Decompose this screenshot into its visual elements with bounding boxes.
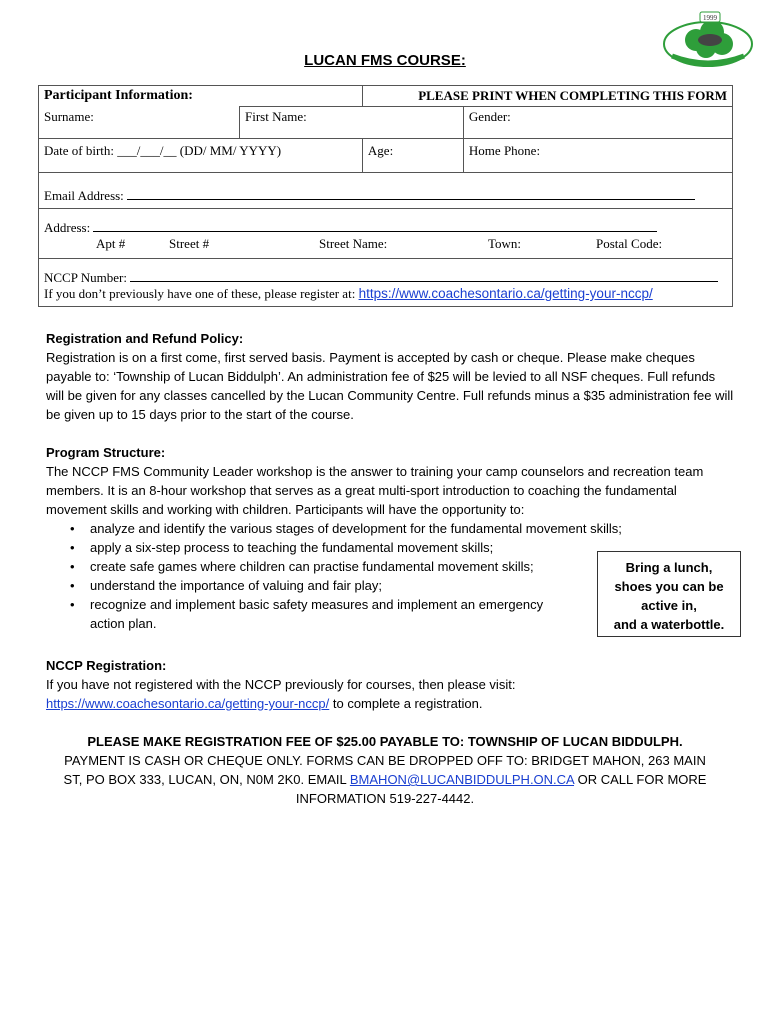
logo-year: 1999 xyxy=(703,14,717,22)
list-item: • create safe games where children can practise fundamental movement skills; xyxy=(90,557,610,576)
nccp-registration-heading: NCCP Registration: xyxy=(46,658,167,673)
postal-code-label: Postal Code: xyxy=(596,236,663,251)
participant-form-table xyxy=(38,85,733,307)
nccp-number-underline xyxy=(130,269,718,282)
page-title: LUCAN FMS COURSE: xyxy=(304,52,466,69)
print-notice: PLEASE PRINT WHEN COMPLETING THIS FORM xyxy=(362,86,732,107)
nccp-registration-suffix: to complete a registration. xyxy=(329,696,483,711)
payment-instructions xyxy=(40,732,730,808)
surname-label: Surname: xyxy=(44,108,94,124)
payment-line-1: PLEASE MAKE REGISTRATION FEE OF $25.00 PAYABLE TO: TOWNSHIP OF LUCAN BIDDULPH. xyxy=(87,734,683,749)
refund-policy-heading: Registration and Refund Policy: xyxy=(46,331,244,346)
payment-line-3: OR CALL FOR MORE INFORMATION 519-227-4442. xyxy=(295,772,707,806)
address-underline xyxy=(93,219,657,232)
program-structure-text: The NCCP FMS Community Leader workshop is the answer to training your camp counselors and recreation team members. It is an 8-hour workshop that serves as a great multi-sport introduction to coaching the fundamental movement skills and working with children. Participants will have the opportunity to: xyxy=(46,464,704,517)
lunch-line-4: and a waterbottle. xyxy=(613,617,725,632)
nccp-registration-link[interactable]: https://www.coachesontario.ca/getting-your-nccp/ xyxy=(46,696,330,711)
list-item: • recognize and implement basic safety measures and implement an emergency action plan. xyxy=(90,595,570,633)
age-label: Age: xyxy=(367,143,394,158)
club-logo-icon xyxy=(658,4,758,72)
nccp-number-label: NCCP Number: xyxy=(44,270,127,285)
gender-field[interactable] xyxy=(463,107,732,139)
apt-label: Apt # xyxy=(96,236,126,251)
register-prefix: If you don’t previously have one of these, please register at: xyxy=(44,286,356,301)
address-field[interactable] xyxy=(39,209,733,259)
address-label: Address: xyxy=(44,220,91,235)
list-item: • apply a six-step process to teaching the fundamental movement skills; xyxy=(90,538,610,557)
street-number-label: Street # xyxy=(169,236,210,251)
nccp-registration-section xyxy=(46,656,736,713)
street-name-label: Street Name: xyxy=(319,236,388,251)
payment-line-2: PAYMENT IS CASH OR CHEQUE ONLY. FORMS CAN BE DROPPED OFF TO: BRIDGET MAHON, 263 MAIN ST, PO BOX 333, LUCAN, ON, N0M 2K0. EMAIL xyxy=(63,753,706,787)
register-link[interactable]: https://www.coachesontario.ca/getting-your-nccp/ xyxy=(358,286,653,301)
home-phone-field[interactable] xyxy=(463,139,732,173)
lunch-line-3: active in, xyxy=(641,598,697,613)
age-field[interactable] xyxy=(362,139,463,173)
lunch-reminder-box xyxy=(597,551,741,637)
home-phone-label: Home Phone: xyxy=(468,143,541,158)
lunch-line-1: Bring a lunch, xyxy=(625,560,713,575)
participant-info-heading: Participant Information: xyxy=(39,86,363,107)
contact-email-link[interactable]: BMAHON@LUCANBIDDULPH.ON.CA xyxy=(349,772,575,787)
gender-label: Gender: xyxy=(468,109,511,124)
first-name-label: First Name: xyxy=(245,109,307,124)
refund-policy-text: Registration is on a first come, first served basis. Payment is accepted by cash or cheque. Please make cheques payable to: ‘Township of Lucan Biddulph’. An administration fee of $25 will be levied to all NSF cheques. Full refunds will be given for any classes cancelled by the Lucan Community Centre. Full refunds minus a $35 administration fee will be given up to 15 days prior to the start of the course. xyxy=(46,350,734,422)
dob-field[interactable] xyxy=(39,139,363,173)
nccp-number-field[interactable] xyxy=(39,259,733,307)
town-label: Town: xyxy=(488,236,522,251)
refund-policy-section xyxy=(46,329,736,424)
program-bullets xyxy=(46,519,622,633)
dob-label: Date of birth: ___/___/__ (DD/ MM/ YYYY) xyxy=(44,143,282,158)
email-underline xyxy=(127,187,695,200)
first-name-field[interactable] xyxy=(240,107,464,139)
nccp-registration-text: If you have not registered with the NCCP previously for courses, then please visit: xyxy=(46,677,516,692)
lunch-line-2: shoes you can be xyxy=(614,579,724,594)
list-item: • understand the importance of valuing and fair play; xyxy=(90,576,610,595)
email-field[interactable] xyxy=(39,173,733,209)
list-item: • analyze and identify the various stages of development for the fundamental movement skills; xyxy=(90,519,750,538)
email-label: Email Address: xyxy=(44,188,124,203)
surname-field[interactable] xyxy=(39,107,240,139)
program-structure-heading: Program Structure: xyxy=(46,445,166,460)
